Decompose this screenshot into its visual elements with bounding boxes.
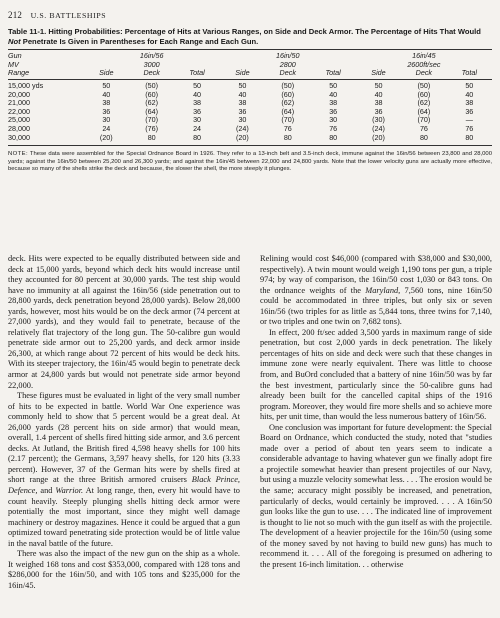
- table-cell: 80: [465, 132, 474, 142]
- range-cell: 22,000: [8, 106, 30, 116]
- table-cell: 24: [102, 123, 111, 133]
- ship-name: Warrior.: [55, 486, 84, 496]
- table-cell: 80: [147, 132, 156, 142]
- table-cell: (50): [417, 80, 431, 90]
- table-cell: 24: [193, 123, 202, 133]
- table-note-label: NOTE:: [8, 151, 28, 158]
- table-cell: 50: [193, 80, 202, 90]
- header-cell: Total: [461, 68, 477, 78]
- table-cell: 38: [465, 98, 474, 108]
- table-cell: 40: [465, 89, 474, 99]
- table-cell: (30): [372, 115, 385, 125]
- header-cell: Total: [189, 68, 205, 78]
- table-cell: (20): [236, 132, 249, 142]
- table-cell: (20): [99, 132, 113, 142]
- table-cell: 40: [102, 89, 111, 99]
- table-title-end: Penetrate Is Given in Parentheses for Each Range and Each Gun.: [20, 36, 259, 46]
- header-cell: Side: [371, 68, 386, 78]
- range-cell: 21,000: [8, 98, 30, 108]
- table-top-rule: [8, 49, 492, 50]
- table-cell: 80: [419, 132, 428, 142]
- header-cell: MV: [8, 59, 19, 69]
- table-cell: 36: [465, 106, 474, 116]
- table-cell: 36: [102, 106, 111, 116]
- hit-probability-table-body: [8, 82, 492, 142]
- paragraph: [8, 391, 240, 549]
- table-cell: 80: [283, 132, 292, 142]
- table-cell: (50): [281, 80, 295, 90]
- table-cell: 50: [465, 80, 474, 90]
- table-cell: 38: [329, 98, 338, 108]
- table-cell: 40: [329, 89, 338, 99]
- range-cell: 20,000: [8, 89, 30, 99]
- ship-names: Black Prince, Defence,: [8, 475, 241, 496]
- paragraph-text: 7,560 tons, nine 16in/50 could be accommodated in three triples, but only six or seven 16in/56 (two triples for as little as 5,844 tons, three twins for 7,140, or two triples and one twin on 7,682 tons).: [260, 285, 492, 327]
- table-cell: 30: [238, 115, 247, 125]
- table-cell: 40: [374, 89, 383, 99]
- page-number: 212: [8, 10, 23, 20]
- table-cell: (76): [145, 123, 159, 133]
- left-column: [8, 254, 240, 592]
- table-cell: (70): [417, 115, 431, 125]
- table-cell: (20): [372, 132, 385, 142]
- table-cell: (60): [281, 89, 295, 99]
- table-cell: 30: [193, 115, 202, 125]
- table-title: [8, 27, 492, 46]
- table-note: [8, 151, 492, 173]
- table-cell: 50: [329, 80, 338, 90]
- ship-name: Maryland,: [365, 285, 401, 295]
- paragraph-text: These figures must be evaluated in light of the very small number of hits to be expected in battle. World War One experience was commonly held to show that 5 percent would be a great deal. At 26,000 yards (28 percent hits on side armor) that would mean, overall, 1.4 percent of shells fired hitting side armor, and 3.6 percent decks. At Jutland, the British fired 4,598 heavy shells for 100 hits (2.17 percent); the Germans, 3,597 heavy shells, for 120 hits (3.33 percent). However, 37 of the German hits were by shells fired at short range at the three British armored cruisers: [8, 391, 240, 485]
- range-cell: 15,000 yds: [8, 80, 44, 90]
- paragraph-text: and: [37, 486, 56, 496]
- table-cell: 76: [419, 123, 428, 133]
- table-cell: (64): [417, 106, 431, 116]
- paragraph: [260, 254, 492, 328]
- paragraph: There was also the impact of the new gun on the ship as a whole. It weighed 168 tons and cost $353,000, compared with 128 tons and $286,000 for the 16in/50, and with 105 tons and $235,000 for the 16in/45.: [8, 549, 240, 590]
- right-column: [260, 254, 492, 570]
- table-cell: —: [465, 115, 473, 125]
- table-row: [8, 134, 492, 143]
- table-cell: 30: [102, 115, 111, 125]
- table-cell: 50: [238, 80, 247, 90]
- table-cell: (50): [145, 80, 159, 90]
- paragraph: In effect, 200 ft/sec added 3,500 yards in maximum range of side penetration, but cost 2,000 yards in deck penetration. The likely percentages of hits on side and deck were such that these changes in immune zone were nearly equivalent. There was little to choose from, and BuOrd concluded that a battery of nine 16in/50 was by far the best investment, particularly since the 50-calibre guns had already been built for the cancelled capital ships of the 1916 program. Moreover, they would fire more shells and so achieve more hits, per unit time, than would the less numerous battery of 16in/56.: [260, 327, 492, 422]
- header-cell: 16in/50: [275, 51, 300, 61]
- table-cell: (64): [145, 106, 159, 116]
- table-cell: 76: [283, 123, 292, 133]
- table-cell: (70): [281, 115, 295, 125]
- header-cell: Gun: [8, 51, 22, 61]
- table-cell: 80: [193, 132, 202, 142]
- table-cell: (62): [417, 98, 431, 108]
- table-cell: 38: [102, 98, 111, 108]
- table-cell: (24): [372, 123, 385, 133]
- table-cell: 36: [329, 106, 338, 116]
- table-cell: 36: [238, 106, 247, 116]
- header-cell: Side: [99, 68, 114, 78]
- header-cell: 16in/56: [139, 51, 164, 61]
- table-cell: (60): [145, 89, 159, 99]
- header-cell: Side: [235, 68, 250, 78]
- table-title-emphasis: Not: [8, 36, 21, 46]
- header-cell: Deck: [279, 68, 296, 78]
- header-cell: Deck: [415, 68, 433, 78]
- header-rule: [8, 79, 492, 80]
- paragraph: deck. Hits were expected to be equally distributed between side and deck at 15,000 yards, beyond which deck hits would increase until they accounted for 80 percent at 30,000 yards. The test ship would have no immunity at all against the 16in/56 (side penetration out to 28,800 yards, deck penetration beyond 28,000 yards). Below 28,000 yards, however, most hits would be on the deck armor (74 percent at 27,000 yards), and they would fail to penetrate, because of the relatively flat trajectory of the long gun. The 50-calibre gun would penetrate side armor out to 25,200 yards, and deck armor inside 26,300, at which range about 72 percent of hits would be deck hits. With its steeper trajectory, the 16in/45 would begin to penetrate deck armor at 24,800 yards but would not penetrate side armor beyond 22,000.: [8, 254, 240, 390]
- hit-probability-table: [8, 52, 492, 78]
- header-cell: 16in/45: [412, 51, 436, 61]
- table-cell: 40: [238, 89, 247, 99]
- table-bottom-rule: [8, 145, 492, 146]
- table-cell: 50: [374, 80, 383, 90]
- running-title: U.S. BATTLESHIPS: [30, 11, 107, 20]
- header-cell: 2800: [279, 59, 296, 69]
- header-cell: Range: [8, 68, 30, 78]
- header-cell: Total: [325, 68, 341, 78]
- book-page: [8, 10, 492, 590]
- table-cell: 38: [374, 98, 383, 108]
- header-cell: 2600ft/sec: [407, 59, 441, 69]
- header-cell: 3000: [143, 59, 160, 69]
- range-cell: 25,000: [8, 115, 30, 125]
- range-cell: 30,000: [8, 132, 30, 142]
- table-cell: (60): [417, 89, 431, 99]
- table-cell: (70): [145, 115, 159, 125]
- header-cell: Deck: [143, 68, 160, 78]
- table-cell: 76: [329, 123, 338, 133]
- table-header-row: [8, 69, 492, 78]
- paragraph-text: At long range, then, every hit would have to count heavily. Steeply plunging shells hitting deck armor were potentially the most important, since they might well damage machinery or destroy magazines. Hence it could be argued that a gun optimized toward penetrating side protection would be of little value in the naval battle of the future.: [8, 486, 240, 548]
- table-cell: 76: [465, 123, 474, 133]
- table-cell: (62): [145, 98, 159, 108]
- table-note-text: These data were assembled for the Special Ordnance Board in 1926. They refer to a 13-inch belt and 3.5-inch deck, immune against the 16in/56 between 23,800 and 28,000 yards; against the 16in/50 between 25,200 and 26,300 yards; and against the 16in/45 between 22,000 and 24,800 yards. Note that the lower velocity guns are actually more effective, because so many of the shells strike the deck and because, the slower the shell, the more steeply it plunges.: [8, 151, 492, 172]
- table-cell: 38: [193, 98, 202, 108]
- table-cell: (64): [281, 106, 295, 116]
- table-cell: 50: [102, 80, 111, 90]
- range-cell: 28,000: [8, 123, 30, 133]
- table-cell: (24): [236, 123, 249, 133]
- table-cell: 36: [193, 106, 202, 116]
- table-cell: (62): [281, 98, 295, 108]
- paragraph: One conclusion was important for future development: the Special Board on Ordnance, which conducted the study, noted that "studies made over a period of about ten years seem to indicate a considerable advantage to having whatever gun we finally adopt fire a projectile somewhat heavier than present projectiles of our Navy, but using a muzzle velocity somewhat less. . . . The erosion would be the same; accuracy might possibly be increased, and penetration, particularly of decks, would certainly be improved. . . . A 16in/50 gun looks like the gun to use. . . . The indicated line of improvement is thought to lie not so much with the gun itself as with the projectile. The development of a heavier projectile for the 16in/50 (using some of the money saved by not having to build new guns) has much to recommend it. . . . All of the foregoing is presumed on adhering to the present 16-inch limitation. . . otherwise: [260, 422, 492, 569]
- table-cell: 30: [329, 115, 338, 125]
- paragraph-text: Relining would cost $46,000 (compared with $38,000 and $30,000, respectively). A twin mount would weigh 1,190 tons per gun, a triple 974; by way of comparison, the 16in/50 cost 1,030 or 843 tons. On the ordnance weights of the: [260, 254, 492, 295]
- table-cell: 38: [238, 98, 247, 108]
- table-cell: 40: [193, 89, 202, 99]
- table-title-start: Table 11-1. Hitting Probabilities: Percentage of Hits at Various Ranges, on Side and Deck Armor. The Percentage of Hits That Would: [8, 27, 481, 36]
- running-head: [8, 10, 492, 23]
- table-cell: 80: [329, 132, 338, 142]
- table-cell: 36: [374, 106, 383, 116]
